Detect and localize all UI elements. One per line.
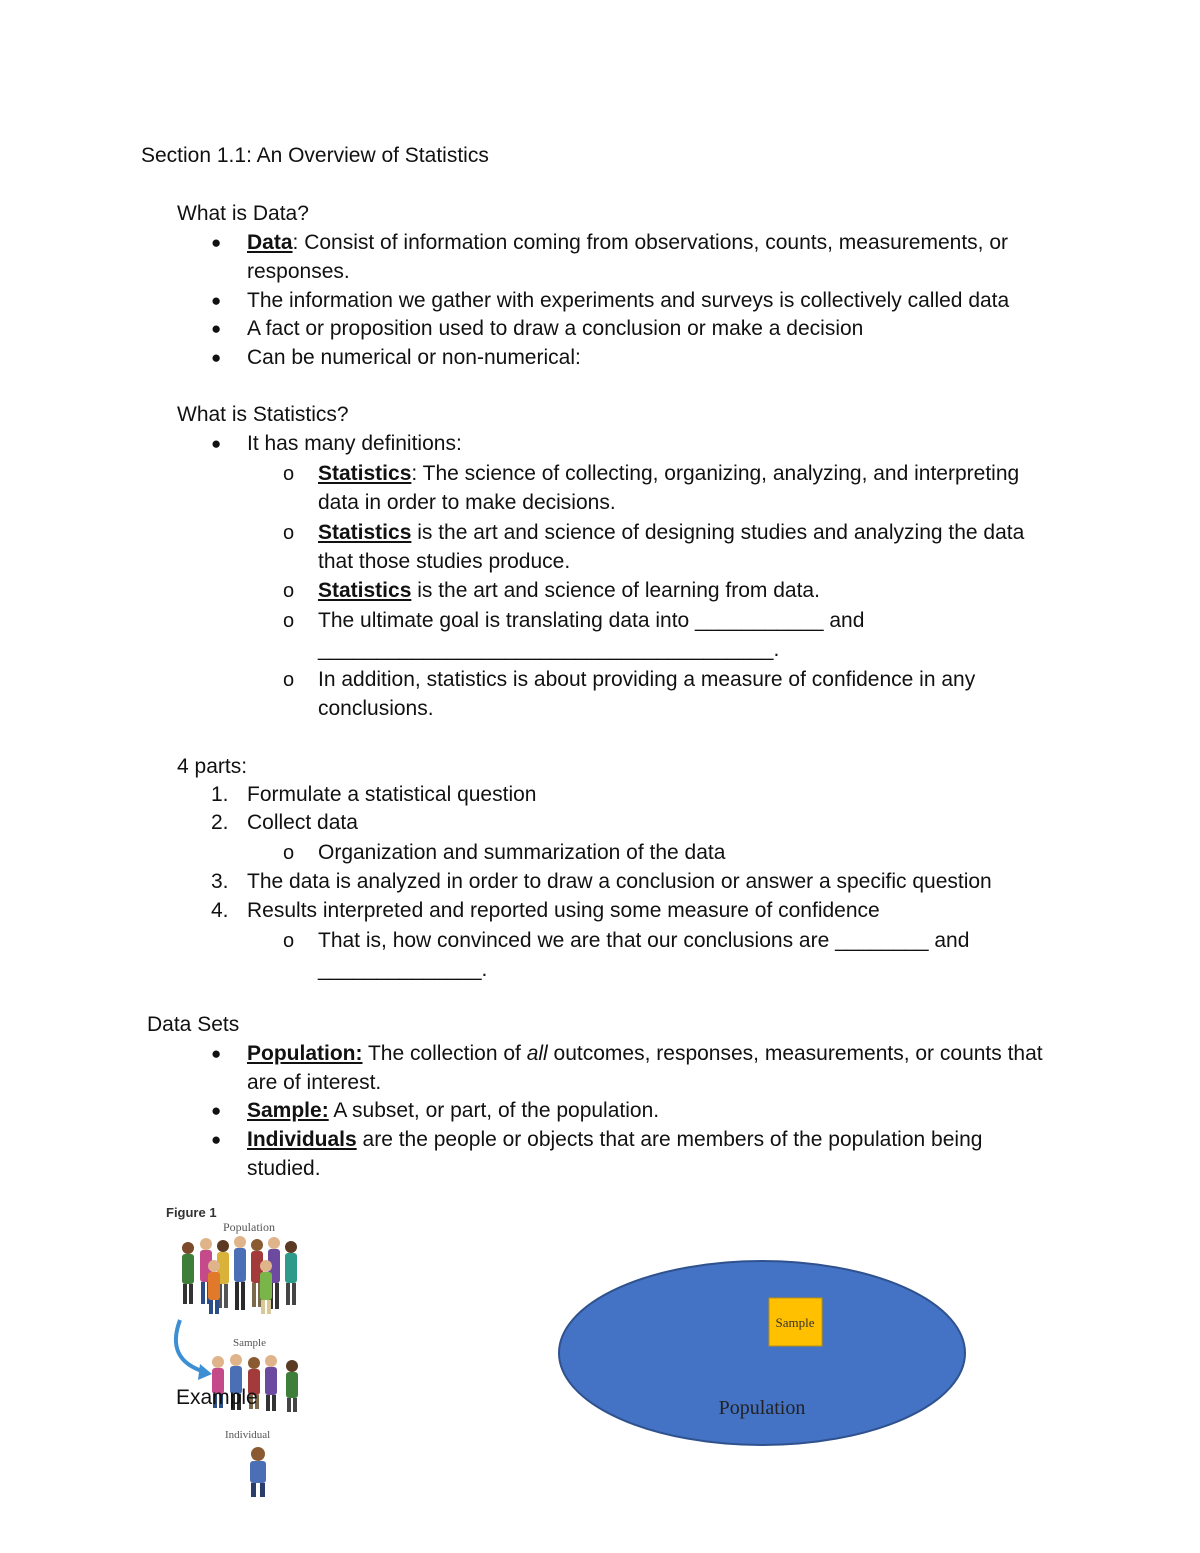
definition-item xyxy=(318,460,1019,488)
bullet-icon: ● xyxy=(211,348,222,367)
population-label: Population xyxy=(718,1397,806,1419)
sub-bullet-icon: o xyxy=(283,669,295,691)
fill-in-blank-line: ______________. xyxy=(318,958,488,981)
term-statistics: Statistics xyxy=(318,462,412,485)
page-title: Section 1.1: An Overview of Statistics xyxy=(141,144,489,167)
bullet-icon: ● xyxy=(211,291,222,310)
item-text: A subset, or part, of the population. xyxy=(328,1099,660,1122)
bullet-icon: ● xyxy=(211,1044,222,1063)
definition-item: In addition, statistics is about providing a measure of confidence in any xyxy=(318,668,976,691)
bullet-icon: ● xyxy=(211,434,222,453)
sub-bullet-icon: o xyxy=(283,580,295,602)
item-text: are the people or objects that are members of the population being xyxy=(356,1128,983,1151)
emphasis-text: all xyxy=(526,1042,548,1065)
figure-individual-label: Individual xyxy=(225,1429,271,1441)
sub-bullet-icon: o xyxy=(283,842,295,864)
bullet-icon: ● xyxy=(211,1130,222,1149)
section-heading-data: What is Data? xyxy=(177,202,309,225)
item-text: outcomes, responses, measurements, or counts that xyxy=(547,1042,1043,1065)
list-number: 2. xyxy=(211,811,229,834)
sub-bullet-icon: o xyxy=(283,463,295,485)
fill-in-blank-line: _______________________________________. xyxy=(318,638,780,661)
figure-title: Figure 1 xyxy=(166,1205,217,1220)
definition-item: The ultimate goal is translating data into ___________ and xyxy=(318,609,865,632)
sub-bullet-icon: o xyxy=(283,610,295,632)
list-item: Collect data xyxy=(247,811,358,834)
figure-1-illustration xyxy=(160,1200,320,1500)
term-statistics: Statistics xyxy=(318,521,412,544)
item-text: : Consist of information coming from observations, counts, measurements, or xyxy=(292,231,1008,254)
list-item xyxy=(247,1040,1043,1068)
section-heading-datasets: Data Sets xyxy=(147,1013,240,1036)
list-item xyxy=(247,1097,659,1125)
item-text: is the art and science of designing studies and analyzing the data xyxy=(411,521,1025,544)
arrow-head-icon xyxy=(198,1364,212,1380)
term-statistics: Statistics xyxy=(318,579,412,602)
definition-item xyxy=(318,577,820,605)
individual-person-icon xyxy=(250,1447,266,1497)
sub-bullet-icon: o xyxy=(283,930,295,952)
population-sample-diagram xyxy=(555,1255,970,1455)
sample-label: Sample xyxy=(775,1315,815,1330)
list-item: It has many definitions: xyxy=(247,432,462,455)
definition-continuation: data in order to make decisions. xyxy=(318,491,616,514)
figure-example-label: Example xyxy=(176,1386,258,1409)
term-individuals: Individuals xyxy=(247,1128,357,1151)
section-heading-parts: 4 parts: xyxy=(177,755,248,778)
item-text: is the art and science of learning from data. xyxy=(411,579,820,602)
sub-list-item: That is, how convinced we are that our conclusions are ________ and xyxy=(318,929,970,952)
list-item-continuation: studied. xyxy=(247,1157,321,1180)
sub-list-item: Organization and summarization of the data xyxy=(318,841,726,864)
list-item-continuation: responses. xyxy=(247,260,350,283)
figure-population-label: Population xyxy=(223,1220,276,1234)
figure-sample-label: Sample xyxy=(233,1337,266,1349)
term-population: Population: xyxy=(247,1042,363,1065)
sub-bullet-icon: o xyxy=(283,522,295,544)
bullet-icon: ● xyxy=(211,319,222,338)
section-heading-statistics: What is Statistics? xyxy=(177,403,349,426)
definition-continuation: that those studies produce. xyxy=(318,550,571,573)
list-number: 4. xyxy=(211,899,229,922)
list-item: The information we gather with experiments and surveys is collectively called data xyxy=(247,289,1010,312)
list-item: The data is analyzed in order to draw a conclusion or answer a specific question xyxy=(247,870,992,893)
list-item: Results interpreted and reported using some measure of confidence xyxy=(247,899,880,922)
population-crowd-icon xyxy=(182,1236,297,1314)
bullet-icon: ● xyxy=(211,233,222,252)
definition-continuation: conclusions. xyxy=(318,697,434,720)
term-sample: Sample: xyxy=(247,1099,329,1122)
list-item: Can be numerical or non-numerical: xyxy=(247,346,581,369)
list-item-continuation: are of interest. xyxy=(247,1071,382,1094)
bullet-icon: ● xyxy=(211,1101,222,1120)
item-text: The collection of xyxy=(362,1042,527,1065)
definition-item xyxy=(318,519,1024,547)
item-text: : The science of collecting, organizing, analyzing, and interpreting xyxy=(411,462,1020,485)
list-item: A fact or proposition used to draw a conclusion or make a decision xyxy=(247,317,864,340)
arrow-curve-icon xyxy=(176,1320,205,1372)
term-data: Data xyxy=(247,231,293,254)
list-item xyxy=(247,229,1008,257)
list-number: 1. xyxy=(211,783,229,806)
list-item: Formulate a statistical question xyxy=(247,783,537,806)
list-item xyxy=(247,1126,982,1154)
list-number: 3. xyxy=(211,870,229,893)
